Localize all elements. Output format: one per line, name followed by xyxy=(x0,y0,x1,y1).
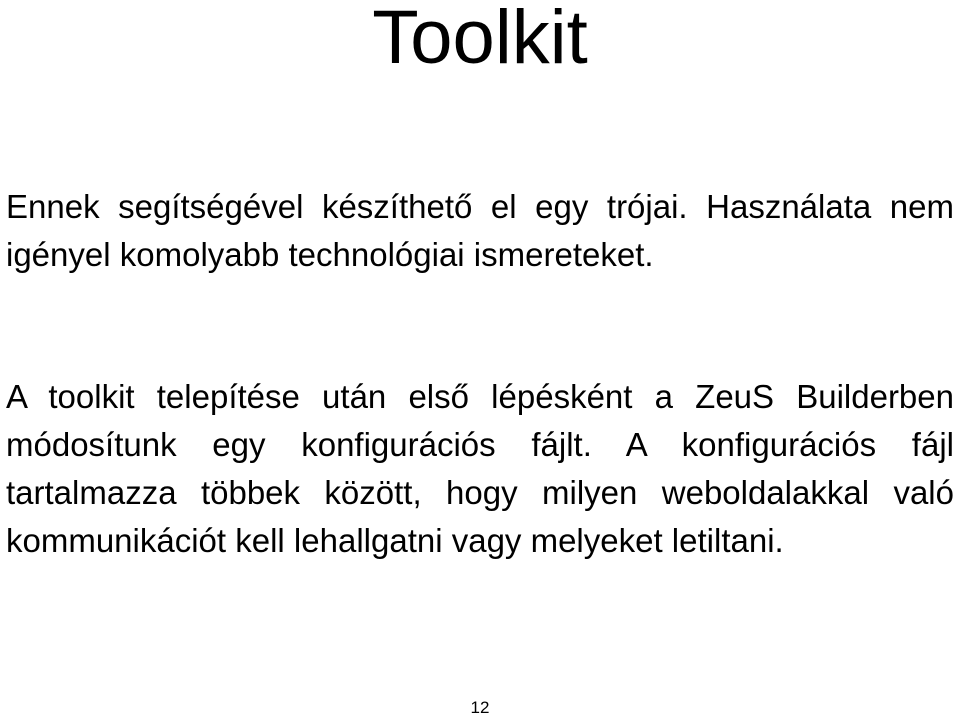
slide-title: Toolkit xyxy=(372,0,588,80)
paragraph-intro: Ennek segítségével készíthető el egy trójai. Használata nem igényel komolyabb technológiai ismereteket. xyxy=(6,188,954,273)
paragraph-configuration: A toolkit telepítése után első lépésként a ZeuS Builderben módosítunk egy konfigurációs fájlt. A konfigurációs fájl tartalmazza többek között, hogy milyen weboldalakkal való kommunikációt kell lehallgatni vagy melyeket letiltani. xyxy=(6,378,954,559)
page-number: 12 xyxy=(470,698,490,717)
